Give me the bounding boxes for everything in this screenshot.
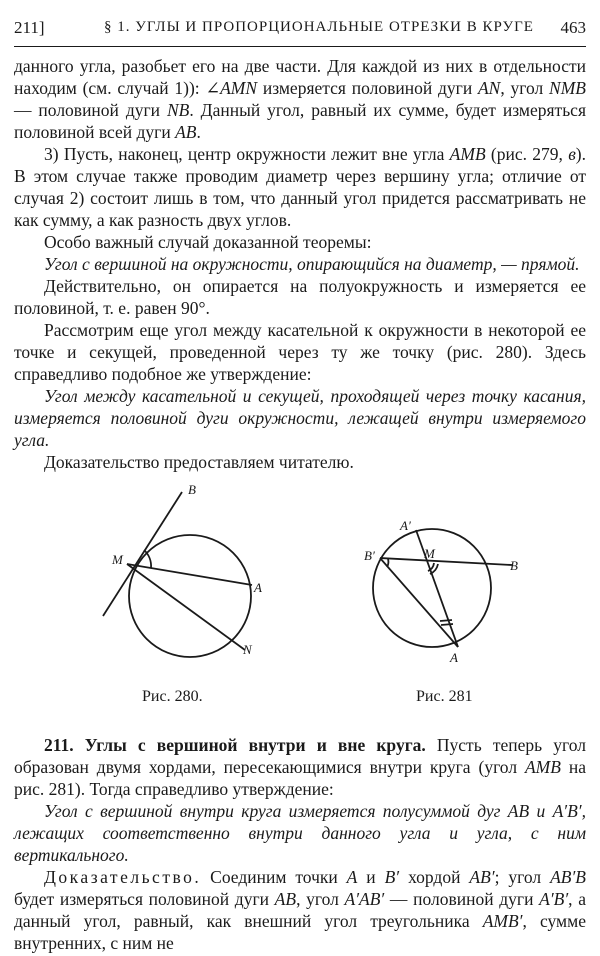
header-title: § 1. УГЛЫ И ПРОПОРЦИОНАЛЬНЫЕ ОТРЕЗКИ В КРУГЕ: [104, 19, 534, 35]
angle-arc-280: [144, 550, 151, 568]
text-bottom: [14, 734, 586, 954]
label-A-prime: A′: [400, 518, 411, 533]
paragraph-proof-semicircle: Действительно, он опирается на полуокружность и измеряется ее половиной, т. е. равен 90°.: [14, 276, 586, 318]
section-211-intro: 211. Углы с вершиной внутри и вне круга. Пусть теперь угол образован двумя хордами, пересекающимися внутри круга (угол AMB на рис. 281). Тогда справедливо утверждение:: [14, 735, 586, 799]
caption-figure-281: Рис. 281: [416, 688, 473, 705]
text-top: [14, 55, 586, 473]
label-N: N: [243, 642, 252, 657]
paragraph-continued: данного угла, разобьет его на две части. Для каждой из них в отдельности находим (см. случай 1)): ∠AMN измеряется половиной дуги AN, угол NMB — половиной дуги NB. Данный угол, равный их сумме, будет измеряться половиной всей дуги AB.: [14, 56, 586, 142]
paragraph-proof: Доказательство. Соединим точки A и B′ хордой AB′; угол AB′B будет измеряться половиной дуги AB, угол A′AB′ — половиной дуги A′B′, а данный угол, равный, как внешний угол треугольника AMB′, сумме внутренних, с ним не: [14, 867, 586, 953]
figures: [0, 478, 600, 728]
label-M-281: M: [424, 546, 435, 561]
label-A-281: A: [450, 650, 458, 665]
paragraph-special-case: Особо важный случай доказанной теоремы:: [44, 232, 372, 252]
label-B-281: B: [510, 558, 518, 573]
label-A: A: [254, 580, 262, 595]
secant-MA: [127, 564, 252, 585]
running-header: [14, 16, 586, 47]
theorem-tangent-secant: Угол между касательной и секущей, проходящей через точку касания, измеряется половиной дуги окружности, лежащей внутри измеряемого угла.: [14, 386, 586, 450]
theorem-right-angle: Угол с вершиной на окружности, опирающийся на диаметр, — прямой.: [44, 254, 580, 274]
label-B: B: [188, 482, 196, 497]
theorem-inside-angle: Угол с вершиной внутри круга измеряется полусуммой дуг AB и A′B′, лежащих соответственно внутри данного угла и угла, с ним вертикального.: [14, 801, 586, 865]
chord-BB-prime: [380, 558, 512, 565]
chord-AA-prime: [416, 530, 458, 647]
paragraph-case-3: 3) Пусть, наконец, центр окружности лежит вне угла AMB (рис. 279, в). В этом случае также проводим диаметр через вершину угла; отличие от случая 2) состоит лишь в том, что данный угол придется рассматривать не как сумму, а как разность двух углов.: [14, 144, 586, 230]
section-heading: 211. Углы с вершиной внутри и вне круга.: [44, 735, 426, 755]
chord-AB-prime: [380, 558, 458, 647]
section-number: 211]: [14, 18, 45, 37]
paragraph-tangent-secant: Рассмотрим еще угол между касательной к окружности в некоторой ее точке и секущей, проведенной через ту же точку (рис. 280). Здесь справедливо подобное же утверждение:: [14, 320, 586, 384]
label-B-prime: B′: [364, 548, 375, 563]
page-number: 463: [560, 18, 586, 37]
figure-280-281-drawing: [0, 478, 600, 728]
proof-label: Доказательство.: [44, 867, 202, 887]
paragraph-left-to-reader: Доказательство предоставляем читателю.: [44, 452, 354, 472]
caption-figure-280: Рис. 280.: [142, 688, 203, 705]
label-M: M: [112, 552, 123, 567]
